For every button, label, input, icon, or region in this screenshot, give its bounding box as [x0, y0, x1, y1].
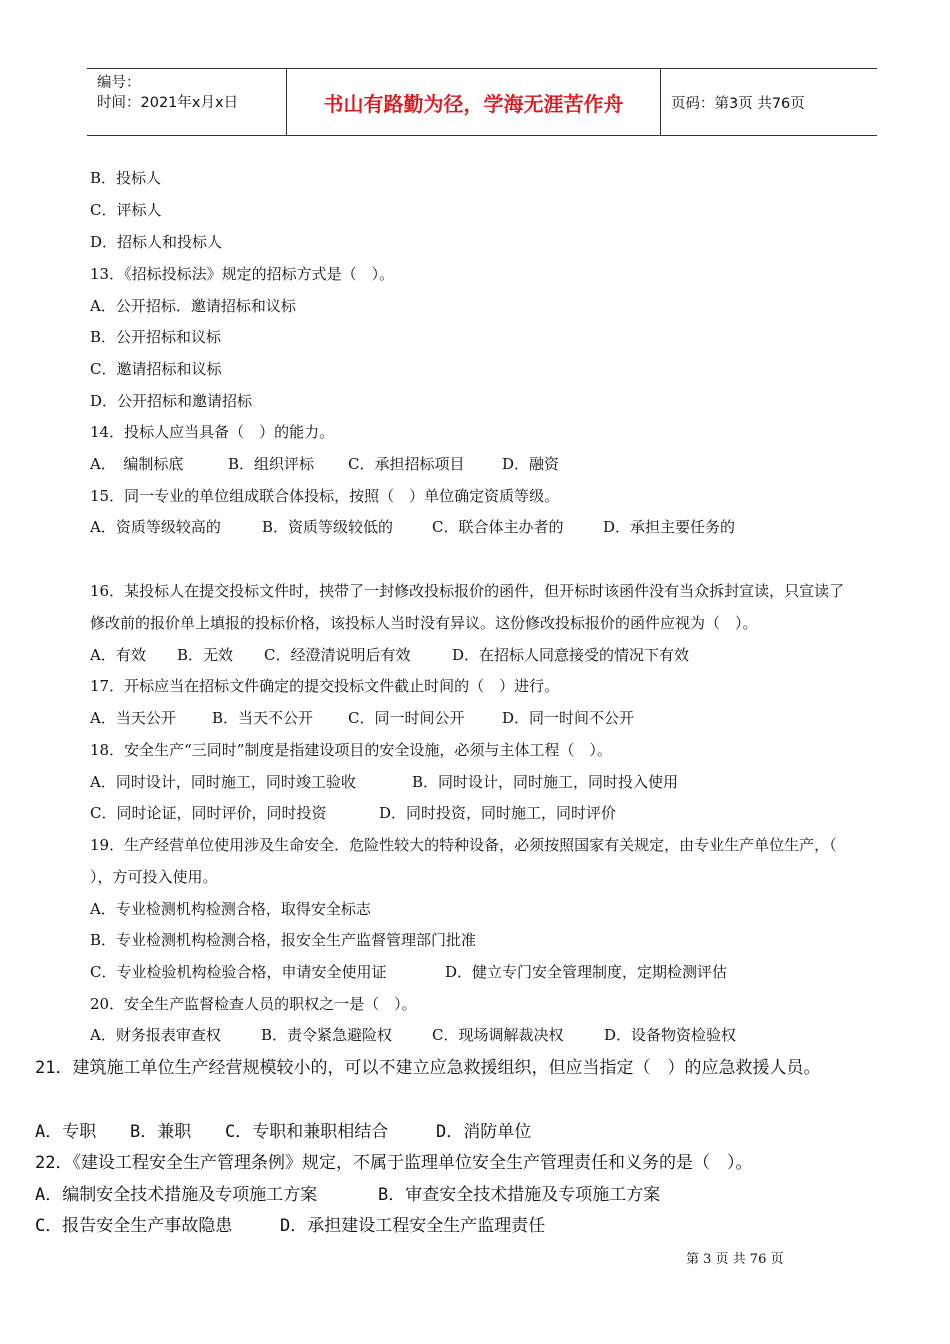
- option: D．融资: [502, 455, 560, 473]
- text-line: D．招标人和投标人: [90, 233, 223, 251]
- option: A． 编制标底: [90, 455, 184, 473]
- option: D．健立专门安全管理制度，定期检测评估: [445, 963, 728, 981]
- question-20: 20．安全生产监督检查人员的职权之一是（ ）。: [90, 995, 417, 1013]
- options-row: [90, 962, 727, 982]
- option: C．专业检验机构检验合格，申请安全使用证: [90, 963, 387, 981]
- page-header: [87, 68, 877, 136]
- options-row: [90, 772, 678, 792]
- option: A．财务报表审查权: [90, 1026, 221, 1044]
- question-22: 22．《建设工程安全生产管理条例》规定，不属于监理单位安全生产管理责任和义务的是（ ）。: [35, 1153, 753, 1173]
- option: C．承担招标项目: [348, 455, 465, 473]
- text-line: C．评标人: [90, 201, 162, 219]
- option: C．专职和兼职相结合: [225, 1122, 389, 1142]
- option: B．兼职: [130, 1122, 192, 1142]
- page-footer: 第 3 页 共 76 页: [686, 1252, 784, 1267]
- header-meta: [87, 69, 287, 135]
- text-line: B．公开招标和议标: [90, 328, 222, 346]
- question-13: 13．《招标投标法》规定的招标方式是（ ）。: [90, 265, 395, 283]
- option: B．责令紧急避险权: [261, 1026, 393, 1044]
- option: A．专职: [35, 1122, 97, 1142]
- options-row: [35, 1121, 531, 1143]
- option: A．资质等级较高的: [90, 518, 221, 536]
- option: C．同时论证，同时评价，同时投资: [90, 804, 327, 822]
- option: C．联合体主办者的: [432, 518, 564, 536]
- options-row: [90, 645, 689, 665]
- option: D．在招标人同意接受的情况下有效: [452, 646, 690, 664]
- text-line: B．专业检测机构检测合格，报安全生产监督管理部门批准: [90, 931, 477, 949]
- options-row: [90, 708, 634, 728]
- options-row: [35, 1215, 545, 1237]
- header-motto: 书山有路勤为径，学海无涯苦作舟: [287, 69, 661, 135]
- question-15: 15．同一专业的单位组成联合体投标，按照（ ）单位确定资质等级。: [90, 487, 560, 505]
- options-row: [35, 1184, 660, 1206]
- option: D．设备物资检验权: [604, 1026, 737, 1044]
- text-line: B．投标人: [90, 169, 162, 187]
- option: D．同时投资，同时施工，同时评价: [379, 804, 617, 822]
- option: C．同一时间公开: [348, 709, 465, 727]
- option: B．无效: [177, 646, 234, 664]
- option: C．现场调解裁决权: [432, 1026, 564, 1044]
- option: C．经澄清说明后有效: [264, 646, 411, 664]
- question-21: 21．建筑施工单位生产经营规模较小的，可以不建立应急救援组织，但应当指定（ ）的应急救援人员。: [35, 1058, 821, 1078]
- option: D．同一时间不公开: [502, 709, 635, 727]
- text-line: ），方可投入使用。: [90, 868, 218, 886]
- time-label: 时间：2021年x月x日: [97, 95, 239, 111]
- question-16: 16．某投标人在提交投标文件时，挟带了一封修改投标报价的函件，但开标时该函件没有当众拆封宣读，只宣读了: [90, 582, 845, 600]
- number-label: 编号：: [97, 75, 141, 91]
- option: A．同时设计，同时施工，同时竣工验收: [90, 773, 356, 791]
- question-18: 18．安全生产“三同时”制度是指建设项目的安全设施，必须与主体工程（ ）。: [90, 741, 612, 759]
- option: B．当天不公开: [212, 709, 314, 727]
- question-17: 17．开标应当在招标文件确定的提交投标文件截止时间的（ ）进行。: [90, 677, 560, 695]
- options-row: [90, 1025, 736, 1045]
- option: D．消防单位: [436, 1122, 532, 1142]
- options-row: [90, 803, 616, 823]
- text-line: 修改前的报价单上填报的投标价格，该投标人当时没有异议。这份修改投标报价的函件应视为（ ）。: [90, 614, 758, 632]
- option: C．报告安全生产事故隐患: [35, 1216, 233, 1236]
- option: A．当天公开: [90, 709, 176, 727]
- text-line: C．邀请招标和议标: [90, 360, 222, 378]
- question-14: 14．投标人应当具备（ ）的能力。: [90, 423, 335, 441]
- option: D．承担建设工程安全生产监理责任: [280, 1216, 546, 1236]
- option: B．资质等级较低的: [262, 518, 394, 536]
- option: B．审查安全技术措施及专项施工方案: [378, 1185, 661, 1205]
- options-row: [90, 517, 735, 537]
- text-line: A．公开招标．邀请招标和议标: [90, 297, 296, 315]
- options-row: [90, 454, 559, 474]
- header-page-info: 页码：第3页 共76页: [671, 95, 805, 112]
- option: B．同时设计，同时施工，同时投入使用: [412, 773, 679, 791]
- option: B．组织评标: [228, 455, 315, 473]
- text-line: A．专业检测机构检测合格，取得安全标志: [90, 900, 371, 918]
- option: A．编制安全技术措施及专项施工方案: [35, 1185, 318, 1205]
- question-19: 19．生产经营单位使用涉及生命安全．危险性较大的特种设备，必须按照国家有关规定，由专业生产单位生产，（: [90, 836, 837, 854]
- option: D．承担主要任务的: [603, 518, 736, 536]
- text-line: D．公开招标和邀请招标: [90, 392, 253, 410]
- option: A．有效: [90, 646, 146, 664]
